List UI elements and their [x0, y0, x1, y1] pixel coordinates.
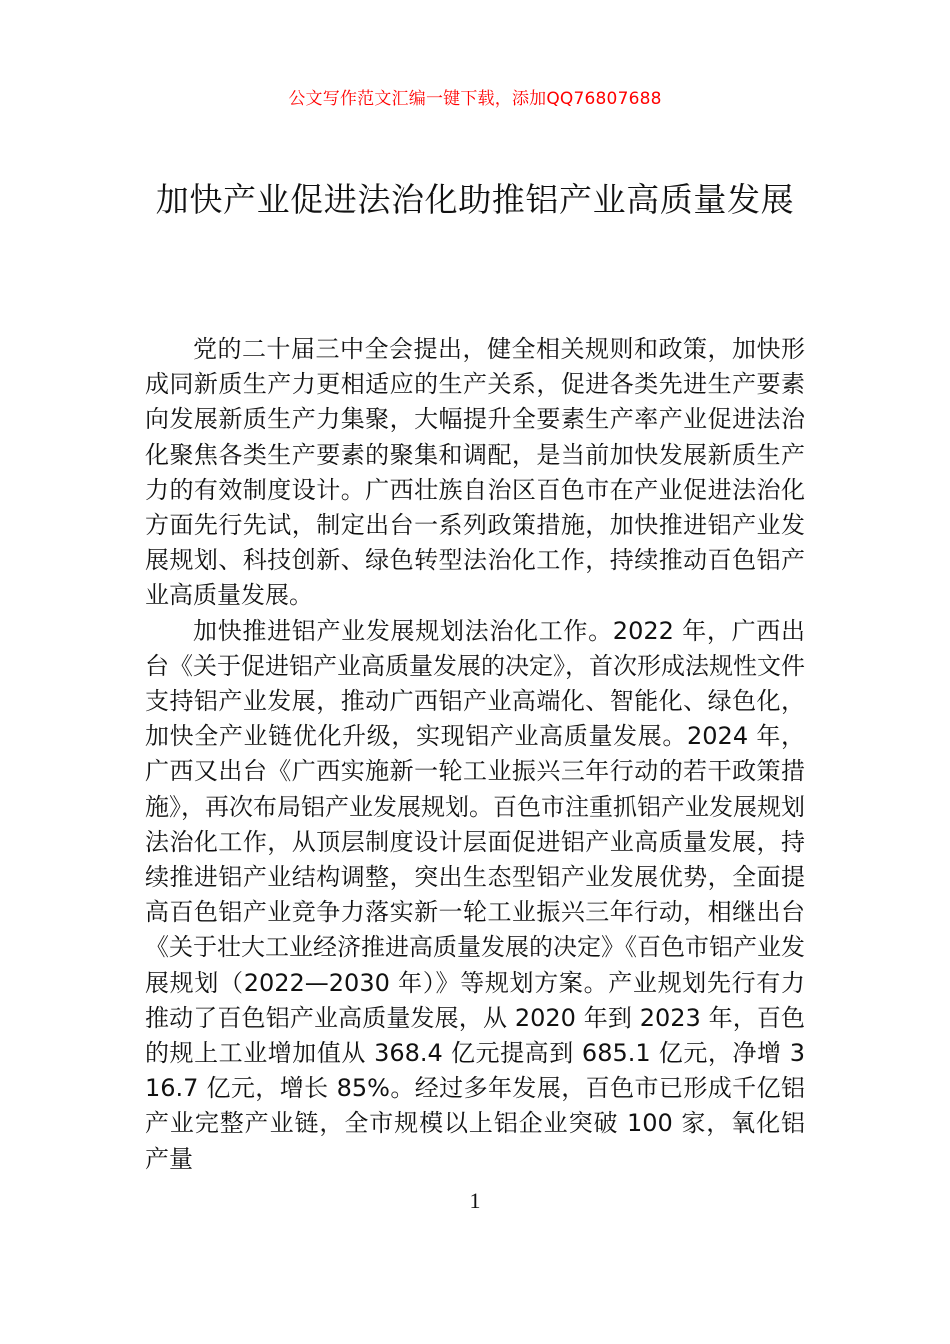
document-title: 加快产业促进法治化助推铝产业高质量发展	[155, 180, 795, 219]
document-body	[145, 332, 805, 1177]
download-notice: 公文写作范文汇编一键下载，添加QQ76807688	[288, 89, 662, 109]
page-number: 1	[469, 1188, 481, 1213]
paragraph: 党的二十届三中全会提出，健全相关规则和政策，加快形成同新质生产力更相适应的生产关系，促进各类先进生产要素向发展新质生产力集聚，大幅提升全要素生产率产业促进法治化聚焦各类生产要素的聚集和调配，是当前加快发展新质生产力的有效制度设计。广西壮族自治区百色市在产业促进法治化方面先行先试，制定出台一系列政策措施，加快推进铝产业发展规划、科技创新、绿色转型法治化工作，持续推动百色铝产业高质量发展。	[145, 335, 805, 610]
paragraph: 加快推进铝产业发展规划法治化工作。2022 年，广西出台《关于促进铝产业高质量发展的决定》，首次形成法规性文件支持铝产业发展，推动广西铝产业高端化、智能化、绿色化，加快全产业链优化升级，实现铝产业高质量发展。2024 年，广西又出台《广西实施新一轮工业振兴三年行动的若干政策措施》，再次布局铝产业发展规划。百色市注重抓铝产业发展规划法治化工作，从顶层制度设计层面促进铝产业高质量发展，持续推进铝产业结构调整，突出生态型铝产业发展优势，全面提高百色铝产业竞争力落实新一轮工业振兴三年行动，相继出台《关于壮大工业经济推进高质量发展的决定》《百色市铝产业发展规划（2022—2030 年）》等规划方案。产业规划先行有力推动了百色铝产业高质量发展，从 2020 年到 2023 年，百色的规上工业增加值从 368.4 亿元提高到 685.1 亿元，净增 316.7 亿元，增长 85%。经过多年发展，百色市已形成千亿铝产业完整产业链，全市规模以上铝企业突破 100 家，氧化铝产量	[145, 616, 805, 1173]
